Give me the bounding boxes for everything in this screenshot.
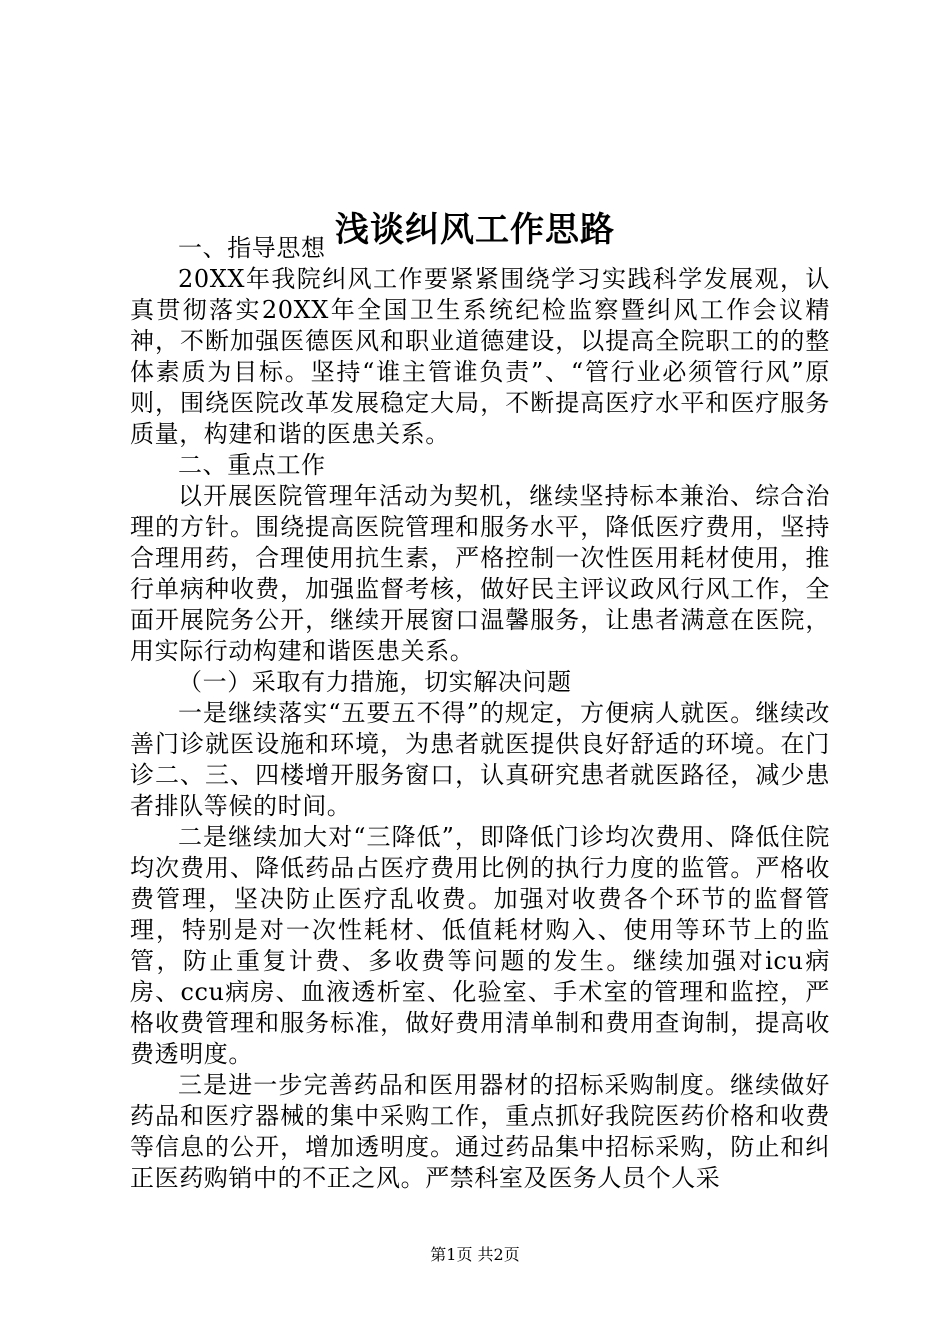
document-title: 浅谈纠风工作思路 <box>335 209 615 250</box>
paragraph-measure-one: 一是继续落实“五要五不得”的规定，方便病人就医。继续改善门诊就医设施和环境，为患者就医提供良好舒适的环境。在门诊二、三、四楼增开服务窗口，认真研究患者就医路径，减少患者排队等候的时间。 <box>130 699 830 820</box>
paragraph-measure-two: 二是继续加大对“三降低”，即降低门诊均次费用、降低住院均次费用、降低药品占医疗费用比例的执行力度的监管。严格收费管理，坚决防止医疗乱收费。加强对收费各个环节的监督管理，特别是对一次性耗材、低值耗材购入、使用等环节上的监管，防止重复计费、多收费等问题的发生。继续加强对icu病房、ccu病房、血液透析室、化验室、手术室的管理和监控，严格收费管理和服务标准，做好费用清单制和费用查询制，提高收费透明度。 <box>130 823 830 1068</box>
paragraph-measure-three: 三是进一步完善药品和医用器材的招标采购制度。继续做好药品和医疗器械的集中采购工作，重点抓好我院医药价格和收费等信息的公开，增加透明度。通过药品集中招标采购，防止和纠正医药购销中的不正之风。严禁科室及医务人员个人采 <box>130 1071 830 1192</box>
paragraph-guiding-thought: 20XX年我院纠风工作要紧紧围绕学习实践科学发展观，认真贯彻落实20XX年全国卫生系统纪检监察暨纠风工作会议精神，不断加强医德医风和职业道德建设，以提高全院职工的的整体素质为目标。坚持“谁主管谁负责”、“管行业必须管行风”原则，围绕医院改革发展稳定大局，不断提高医疗水平和医疗服务质量，构建和谐的医患关系。 <box>130 265 830 448</box>
section-heading-guiding-thought: 一、指导思想 <box>178 234 326 262</box>
section-heading-key-work: 二、重点工作 <box>178 451 326 479</box>
page-footer: 第1页 共2页 <box>430 1245 520 1264</box>
document-body <box>130 233 830 1194</box>
subsection-heading-measures: （一）采取有力措施，切实解决问题 <box>178 668 572 696</box>
paragraph-key-work: 以开展医院管理年活动为契机，继续坚持标本兼治、综合治理的方针。围绕提高医院管理和服务水平，降低医疗费用，坚持合理用药，合理使用抗生素，严格控制一次性医用耗材使用，推行单病种收费，加强监督考核，做好民主评议政风行风工作，全面开展院务公开，继续开展窗口温馨服务，让患者满意在医院，用实际行动构建和谐医患关系。 <box>130 482 830 665</box>
